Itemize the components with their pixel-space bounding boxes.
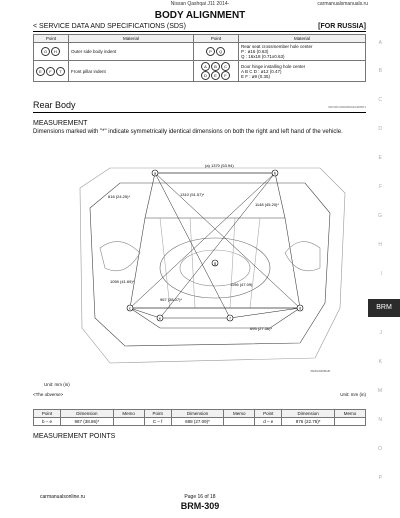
point-cell xyxy=(194,61,239,82)
info-id: INFOID:0000000010425871 xyxy=(328,105,366,109)
col-dimension: Dimension xyxy=(61,410,114,418)
dimension-cell: 688 (27.09)* xyxy=(171,418,224,426)
point-f-label: f xyxy=(229,315,231,321)
unit-label: Unit: mm (in) xyxy=(44,382,70,387)
point-e-label: e xyxy=(158,315,162,321)
point-marker: P xyxy=(206,47,215,56)
side-index-letter: F xyxy=(378,184,382,190)
dim-label: 616 (24.25)* xyxy=(108,194,131,199)
col-point: Point xyxy=(144,410,171,418)
side-index-letter: B xyxy=(378,68,382,74)
point-cell xyxy=(194,43,239,61)
point-d-label: d xyxy=(298,305,302,311)
dim-label: 1148 (45.20)* xyxy=(255,202,279,207)
point-marker: C xyxy=(221,62,230,71)
side-index-letter: H xyxy=(378,242,382,248)
section-region: [FOR RUSSIA] xyxy=(318,23,366,30)
col-point: Point xyxy=(34,35,69,43)
col-material: Material xyxy=(69,35,194,43)
divider xyxy=(33,112,366,113)
material-line: Q : 16x18 (0.71x0.63) xyxy=(241,54,285,59)
point-marker: H xyxy=(51,47,60,56)
point-marker: E xyxy=(211,71,220,80)
page-title: BODY ALIGNMENT xyxy=(154,10,246,21)
side-index-letter: D xyxy=(378,126,382,132)
material-cell xyxy=(239,43,366,61)
unit-label-2: Unit: mm (in) xyxy=(340,392,366,397)
point-cell: b – e xyxy=(34,418,61,426)
measurement-heading: MEASUREMENT xyxy=(33,120,88,127)
side-index-letter: E xyxy=(378,155,382,161)
dimension-cell: 876 (22.76)* xyxy=(282,418,335,426)
header-site: carmanualsmanuals.ru xyxy=(317,1,368,7)
table-row xyxy=(34,61,366,82)
point-marker: E xyxy=(36,67,45,76)
point-c-label: c xyxy=(129,305,131,311)
material-line: A B C D : ø12 (0.47) xyxy=(241,68,282,74)
obverse-label: <The obverse> xyxy=(33,392,64,397)
material-line: P : ø16 (0.63) xyxy=(241,49,269,54)
point-marker: F xyxy=(221,71,230,80)
col-dimension: Dimension xyxy=(171,410,224,418)
material-table xyxy=(33,34,366,82)
rear-body-heading: Rear Body xyxy=(33,100,76,110)
memo-cell xyxy=(334,418,365,426)
memo-cell xyxy=(113,418,144,426)
point-marker: G xyxy=(41,47,50,56)
measurement-points-heading: MEASUREMENT POINTS xyxy=(33,433,116,440)
footer-site: carmanualsonline.ru xyxy=(40,494,86,500)
point-cell: C – f xyxy=(144,418,171,426)
dimension-cell: 987 (38.86)* xyxy=(61,418,114,426)
point-marker: B xyxy=(211,62,220,71)
point-a-label: a xyxy=(153,170,157,176)
side-index-letter: J xyxy=(379,330,382,336)
dim-label: 967 (38.07)* xyxy=(160,297,183,302)
point-cell xyxy=(34,43,69,61)
material-line: Rear seat crossmember hole center xyxy=(241,44,313,49)
point-marker: Q xyxy=(216,47,225,56)
section-tab[interactable]: BRM xyxy=(368,299,400,317)
table-row xyxy=(34,418,366,426)
side-index-letter: I xyxy=(380,271,382,277)
page-id: BRM-309 xyxy=(180,501,220,511)
col-material-2: Material xyxy=(239,35,366,43)
col-memo: Memo xyxy=(334,410,365,418)
point-marker: F xyxy=(46,67,55,76)
side-index-letter: G xyxy=(378,213,382,219)
side-index-letter: P xyxy=(378,475,382,481)
col-dimension: Dimension xyxy=(282,410,335,418)
dim-label: 1059 (41.69)* xyxy=(110,279,135,284)
rear-body-figure xyxy=(70,158,350,376)
dimension-table xyxy=(33,409,366,426)
col-point: Point xyxy=(34,410,61,418)
point-marker: D xyxy=(201,71,210,80)
point-marker: T xyxy=(56,67,65,76)
side-index-letter: N xyxy=(378,417,382,423)
point-cell: d – e xyxy=(255,418,282,426)
material-cell xyxy=(239,61,366,82)
side-index-letter: O xyxy=(378,446,382,452)
col-memo: Memo xyxy=(113,410,144,418)
side-index-letter: M xyxy=(377,388,382,394)
dim-label: 1196 (47.09) xyxy=(230,282,253,287)
figure-code: JSMIA0468GB xyxy=(310,369,330,373)
point-cell xyxy=(34,61,69,82)
point-g-label: g xyxy=(213,260,217,266)
material-cell: Outer side body indent xyxy=(69,43,194,61)
section-label: < SERVICE DATA AND SPECIFICATIONS (SDS) xyxy=(33,23,186,30)
col-memo: Memo xyxy=(224,410,255,418)
table-row xyxy=(34,43,366,61)
side-index-letter: A xyxy=(378,40,382,46)
material-cell: Front pillar indent xyxy=(69,61,194,82)
section-bar xyxy=(33,23,366,32)
side-index-letter: K xyxy=(378,359,382,365)
material-line: Door hinge installing hole center xyxy=(241,63,306,69)
measurement-description: Dimensions marked with "*" indicate symmetrically identical dimensions on both the right and left hand of the vehicle. xyxy=(33,129,343,135)
material-line: E F : ø9 (0.35) xyxy=(241,73,271,79)
col-point: Point xyxy=(255,410,282,418)
side-index-letter: C xyxy=(378,97,382,103)
dim-label: 695 (27.36)* xyxy=(250,326,273,331)
dim-label: (a) 1370 (53.94) xyxy=(205,163,234,168)
footer-page: Page 16 of 18 xyxy=(184,494,216,500)
point-b-label: b xyxy=(273,170,277,176)
point-marker: A xyxy=(201,62,210,71)
col-point-2: Point xyxy=(194,35,239,43)
memo-cell xyxy=(224,418,255,426)
header-title: Nissan Qashqai J11 2014- xyxy=(170,1,230,7)
dim-label: 1310 (51.57)* xyxy=(180,192,205,197)
